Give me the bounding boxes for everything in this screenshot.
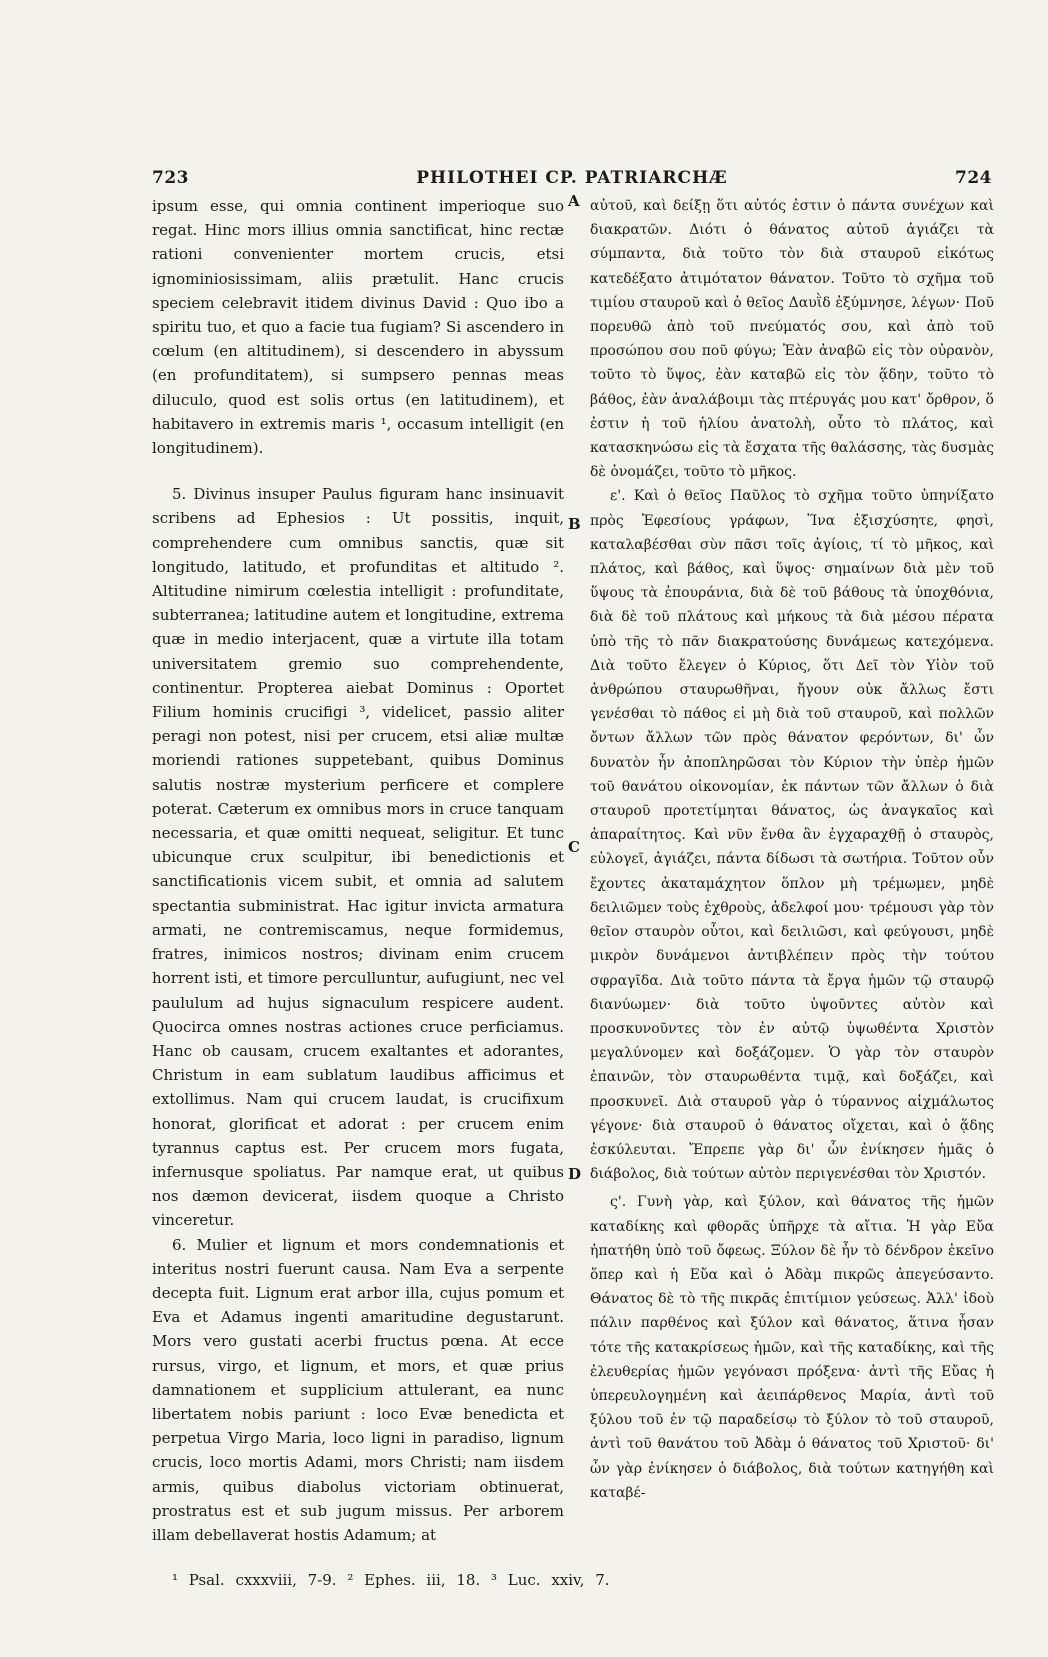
latin-paragraph-1: ipsum esse, qui omnia continent imperioque suo regat. Hinc mors illius omnia sanctificat, hinc rectæ rationi convenienter mortem crucis, etsi ignominiosissimam, aliis prætulit. Hanc crucis speciem celebravit itidem divinus David : Quo ibo a spiritu tuo, et quo a facie tua fugiam? Si ascendero in cœlum (en altitudinem), si descendero in abyssum (en profunditatem), si sumpsero pennas meas diluculo, quod est solis ortus (en latitudinem), et habitavero in extremis maris ¹, occasum intelligit (en longitudinem).: [152, 197, 564, 458]
greek-paragraph-2: ε'. Καὶ ὁ θεῖος Παῦλος τὸ σχῆμα τοῦτο ὑπηνίξατο πρὸς Ἐφεσίους γράφων, Ἵνα ἐξισχύσητε, φησὶ, καταλαβέσθαι σὺν πᾶσι τοῖς ἁγίοις, τί τὸ μῆκος, καὶ πλάτος, καὶ βάθος, καὶ ὕψος· σημαίνων διὰ μὲν τοῦ ὕψους τὰ ἐπουράνια, διὰ δὲ τοῦ βάθους τὰ ὑποχθόνια, διὰ δὲ τοῦ πλάτους καὶ μήκους τὰ διὰ μέσου πέρατα ὑπὸ τῆς τὸ πᾶν διακρατούσης δυνάμεως κατεχόμενα. Διὰ τοῦτο ἔλεγεν ὁ Κύριος, ὅτι Δεῖ τὸν Υἱὸν τοῦ ἀνθρώπου σταυρωθῆναι, ἤγουν οὐκ ἄλλως ἔστι γενέσθαι τὸ πάθος εἰ μὴ διὰ τοῦ σταυροῦ, καὶ πολλῶν ὄντων ἄλλων τῶν πρὸς θάνατον φερόντων, δι' ὧν δυνατὸν ἦν ἀποπληρῶσαι τὸν Κύριον τὴν ὑπὲρ ἡμῶν τοῦ θανάτου οἰκονομίαν, ἐκ πάντων τῶν ἄλλων ὁ διὰ σταυροῦ προτετίμηται θάνατος, ὡς ἀναγκαῖος καὶ ἀπαραίτητος. Καὶ νῦν ἔνθα ἂν ἐγχαραχθῇ ὁ σταυρὸς, εὐλογεῖ, ἁγιάζει, πάντα δίδωσι τὰ σωτήρια. Τοῦτον οὖν ἔχοντες ἀκαταμάχητον ὅπλον μὴ τρέμωμεν, μηδὲ δειλιῶμεν τοὺς ἐχθροὺς, ἀδελφοί μου· τρέμουσι γὰρ τὸν θεῖον σταυρὸν οὗτοι, καὶ δειλιῶσι, καὶ φεύγουσι, μηδὲ μικρὸν δυνάμενοι ἀντιβλέπειν πρὸς τὴν τούτου σφραγῖδα. Διὰ τοῦτο πάντα τὰ ἔργα ἡμῶν τῷ σταυρῷ διανύωμεν· διὰ τοῦτο ὑψοῦντες αὐτὸν καὶ προσκυνοῦντες τὸν ἐν αὐτῷ ὑψωθέντα Χριστὸν μεγαλύνομεν καὶ δοξάζομεν. Ὁ γὰρ τὸν σταυρὸν ἐπαινῶν, τὸν σταυρωθέντα τιμᾷ, καὶ δοξάζει, καὶ προσκυνεῖ. Διὰ σταυροῦ γὰρ ὁ τύραννος αἰχμάλωτος γέγονε· διὰ σταυροῦ ὁ θάνατος οἴχεται, καὶ ὁ ᾅδης ἐσκύλευται. Ἔπρεπε γὰρ δι' ὧν ἐνίκησεν ἡμᾶς ὁ διάβολος, διὰ τούτων αὐτὸν περιγενέσθαι τὸν Χριστόν.: [590, 488, 994, 1183]
latin-column: [152, 194, 564, 1547]
footnotes: ¹ Psal. cxxxviii, 7-9. ² Ephes. iii, 18. ³ Luc. xxiv, 7.: [172, 1571, 610, 1589]
latin-paragraph-3: 6. Mulier et lignum et mors condemnationis et interitus nostri fuerunt causa. Nam Eva a serpente decepta fuit. Lignum erat arbor illa, cujus pomum et Eva et Adamus ingenti amaritudine degustarunt. Mors vero gustati acerbi fructus pœna. At ecce rursus, virgo, et lignum, et mors, et quæ prius damnationem et supplicium attulerant, ea nunc libertatem nobis pariunt : loco Evæ benedicta et perpetua Virgo Maria, loco ligni in paradiso, lignum crucis, loco mortis Adami, mors Christi; nam iisdem armis, quibus diabolus victoriam obtinuerat, prostratus est et sub jugum missus. Per arborem illam debellaverat hostis Adamum; at: [152, 1235, 564, 1544]
greek-paragraph-3: ς'. Γυνὴ γὰρ, καὶ ξύλον, καὶ θάνατος τῆς ἡμῶν καταδίκης καὶ φθορᾶς ὑπῆρχε τὰ αἴτια. Ἡ γὰρ Εὔα ἠπατήθη ὑπὸ τοῦ ὄφεως. Ξύλον δὲ ἦν τὸ δένδρον ἐκεῖνο ὅπερ καὶ ἡ Εὔα καὶ ὁ Ἀδὰμ πικρῶς ἀπεγεύσαντο. Θάνατος δὲ τὸ τῆς πικρᾶς ἐπιτίμιον γεύσεως. Ἀλλ' ἰδοὺ πάλιν παρθένος καὶ ξύλον καὶ θάνατος, ἅτινα ἦσαν τότε τῆς κατακρίσεως ἡμῶν, καὶ τῆς καταδίκης, καὶ τῆς ἐλευθερίας ἡμῶν γεγόνασι πρόξενα· ἀντὶ τῆς Εὔας ἡ ὑπερευλογημένη καὶ ἀειπάρθενος Μαρία, ἀντὶ τοῦ ξύλου τοῦ ἐν τῷ παραδείσῳ τὸ ξύλον τὸ τοῦ σταυροῦ, ἀντὶ τοῦ θανάτου τοῦ Ἀδὰμ ὁ θάνατος τοῦ Χριστοῦ· δι' ὧν γὰρ ἐνίκησεν ὁ διάβολος, διὰ τούτων κατηγήθη καὶ καταβέ-: [590, 1194, 994, 1501]
margin-marker-b: B: [568, 515, 581, 533]
margin-marker-d: D: [568, 1165, 582, 1183]
running-title: PHILOTHEI CP. PATRIARCHÆ: [416, 168, 728, 188]
margin-marker-c: C: [568, 838, 580, 856]
page-header: [152, 168, 992, 192]
greek-column: [590, 194, 994, 1505]
greek-paragraph-1: αὐτοῦ, καὶ δείξῃ ὅτι αὐτός ἐστιν ὁ πάντα συνέχων καὶ διακρατῶν. Διότι ὁ θάνατος αὐτοῦ ἁγιάζει τὰ σύμπαντα, διὰ τοῦτο τὸν διὰ σταυροῦ εἰκότως κατεδέξατο ἀτιμότατον θάνατον. Τοῦτο τὸ σχῆμα τοῦ τιμίου σταυροῦ καὶ ὁ θεῖος Δαυῒδ ἐξύμνησε, λέγων· Ποῦ πορευθῶ ἀπὸ τοῦ πνεύματός σου, καὶ ἀπὸ τοῦ προσώπου σου ποῦ φύγω; Ἐὰν ἀναβῶ εἰς τὸν οὐρανὸν, τοῦτο τὸ ὕψος, ἐὰν καταβῶ εἰς τὸν ᾅδην, τοῦτο τὸ βάθος, ἐὰν ἀναλάβοιμι τὰς πτέρυγάς μου κατ' ὄρθρον, ὅ ἐστιν ἡ τοῦ ἡλίου ἀνατολὴ, οὗτο τὸ πλάτος, καὶ κατασκηνώσω εἰς τὰ ἔσχατα τῆς θαλάσσης, τὰς δυσμὰς δὲ ὀνομάζει, τοῦτο τὸ μῆκος.: [590, 198, 994, 481]
latin-paragraph-2: 5. Divinus insuper Paulus figuram hanc insinuavit scribens ad Ephesios : Ut possitis, inquit, comprehendere cum omnibus sanctis, quæ sit longitudo, latitudo, et profunditas et altitudo ². Altitudine nimirum cœlestia intelligit : profunditate, subterranea; latitudine autem et longitudine, extrema quæ in medio interjacent, quæ a virtute illa totam universitatem gremio suo comprehendente, continentur. Propterea aiebat Dominus : Oportet Filium hominis crucifigi ³, videlicet, passio aliter peragi non potest, nisi per crucem, etsi aliæ multæ moriendi rationes suppetebant, quibus Dominus salutis nostræ mysterium perficere et complere poterat. Cæterum ex omnibus mors in cruce tanquam necessaria, et quæ omitti nequeat, seligitur. Et tunc ubicunque crux sculpitur, ibi benedictionis et sanctificationis vicem subit, et omnia ad salutem spectantia subministrat. Hac igitur invicta armatura armati, ne contremiscamus, neque formidemus, fratres, inimicos nostros; divinam enim crucem horrent isti, et timore perculluntur, aufugiunt, nec vel paululum ad hujus signaculum respicere audent. Quocirca omnes nostras actiones cruce perficiamus. Hanc ob causam, crucem exaltantes et adorantes, Christum in eam sublatum laudibus afficimus et extollimus. Nam qui crucem laudat, is crucifixum honorat, glorificat et adorat : per crucem enim tyrannus captus est. Per crucem mors fugata, infernusque spoliatus. Par namque erat, ut quibus nos dæmon devicerat, iisdem quoque a Christo vinceretur.: [152, 485, 564, 1230]
page-number-right: 724: [955, 168, 992, 188]
margin-marker-a: A: [568, 192, 580, 210]
page-number-left: 723: [152, 168, 189, 188]
